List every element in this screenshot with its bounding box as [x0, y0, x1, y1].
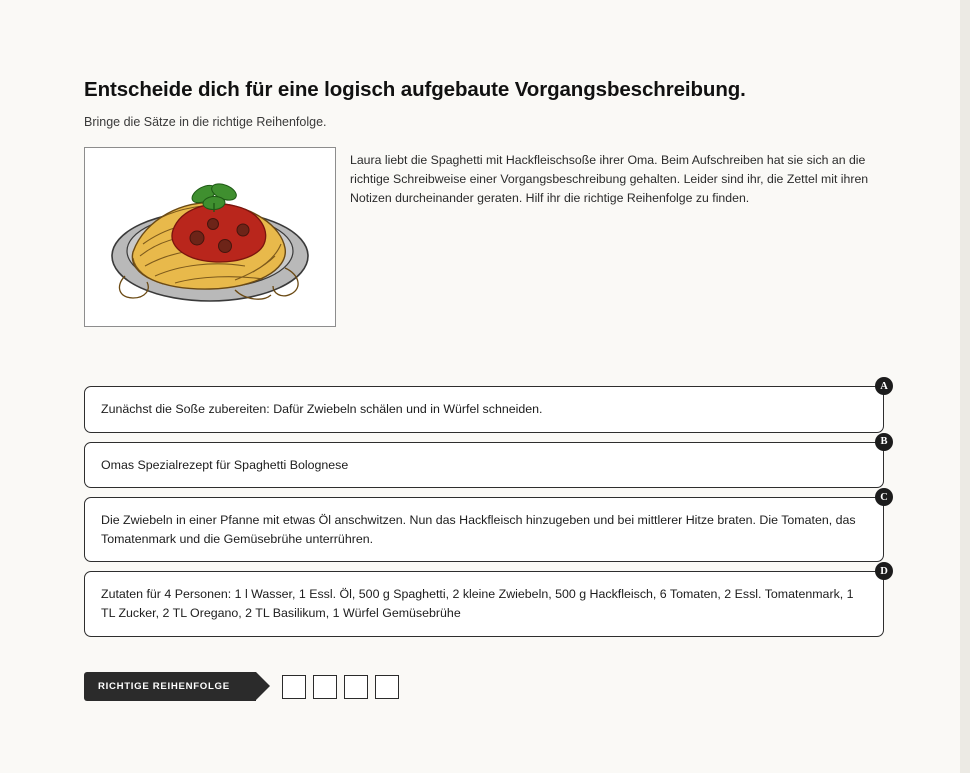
answer-slot-4[interactable] — [375, 675, 399, 699]
sentence-card-a-wrap — [84, 380, 888, 433]
sentence-card-list — [84, 380, 888, 646]
sentence-card-a-text: Zunächst die Soße zubereiten: Dafür Zwiebeln schälen und in Würfel schneiden. — [101, 402, 543, 416]
card-badge-c: C — [875, 488, 893, 506]
page-subtitle: Bringe die Sätze in die richtige Reihenfolge. — [84, 114, 327, 129]
sentence-card-b-text: Omas Spezialrezept für Spaghetti Bolognese — [101, 457, 349, 472]
answer-slot-group — [282, 675, 399, 699]
intro-row — [84, 147, 884, 327]
sentence-card-d-text: Zutaten für 4 Personen: 1 l Wasser, 1 Essl. Öl, 500 g Spaghetti, 2 kleine Zwiebeln, 500 g Hackfleisch, 6 Tomaten, 2 Essl. Tomatenmark, 1 TL Zucker, 2 TL Oregano, 2 TL Basilikum, 1 Würfel Gemüsebrühe — [101, 587, 854, 621]
header-section — [84, 78, 884, 327]
answer-slot-2[interactable] — [313, 675, 337, 699]
sentence-card-d-wrap — [84, 565, 888, 636]
sentence-card-c[interactable] — [84, 497, 884, 562]
answer-slot-1[interactable] — [282, 675, 306, 699]
card-badge-a: A — [875, 377, 893, 395]
sentence-card-c-wrap — [84, 491, 888, 562]
sentence-card-c-text: Die Zwiebeln in einer Pfanne mit etwas Öl anschwitzen. Nun das Hackfleisch hinzugeben und bei mittlerer Hitze braten. Die Tomaten, das Tomatenmark und die Gemüsebrühe unterrühren. — [101, 513, 856, 546]
card-badge-d: D — [875, 562, 893, 580]
sentence-card-b-wrap — [84, 436, 888, 489]
sentence-card-a[interactable] — [84, 386, 884, 433]
sentence-card-d[interactable] — [84, 571, 884, 636]
answer-row — [84, 672, 399, 701]
sentence-card-b[interactable] — [84, 442, 884, 489]
correct-order-label: RICHTIGE REIHENFOLGE — [84, 672, 256, 701]
spaghetti-image — [84, 147, 336, 327]
card-badge-b: B — [875, 433, 893, 451]
answer-slot-3[interactable] — [344, 675, 368, 699]
intro-text: Laura liebt die Spaghetti mit Hackfleischsoße ihrer Oma. Beim Aufschreiben hat sie sich an die richtige Schreibweise einer Vorgangsbeschreibung gehalten. Leider sind ihr, die Zettel mit ihren Notizen durcheinander geraten. Hilf ihr die richtige Reihenfolge zu finden. — [350, 152, 869, 205]
spaghetti-illustration-svg — [85, 148, 335, 326]
page-title: Entscheide dich für eine logisch aufgebaute Vorgangsbeschreibung. — [84, 78, 746, 101]
page-edge-strip — [960, 0, 970, 773]
